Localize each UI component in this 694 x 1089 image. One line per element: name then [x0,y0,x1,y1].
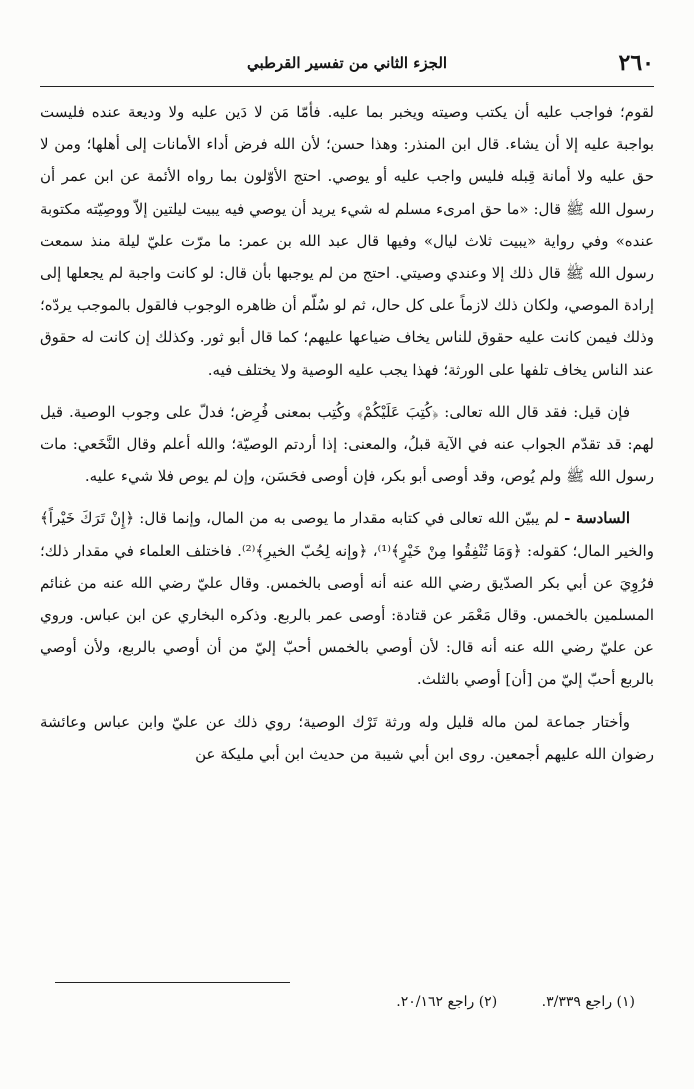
page-number: ٢٦٠ [618,50,654,76]
footnote-rule [55,982,290,983]
paragraph-2: فإن قيل: فقد قال الله تعالى: ﴿كُتِبَ عَلَيْكُمْ﴾ وكُتِب بمعنى فُرِض؛ فدلّ على وجوب الوصية. قيل لهم: قد تقدّم الجواب عنه في الآية قبلُ، والمعنى: إذا أردتم الوصيّة؛ والله أعلم وقال النَّخَعي: مات رسول الله ﷺ ولم يُوص، وقد أوصى أبو بكر، فإن أوصى فحَسَن، وإن لم يوص فلا شيء عليه. [40,402,654,486]
page-header [40,50,654,84]
paragraph-4: وأختار جماعة لمن ماله قليل وله ورثة تَرْك الوصية؛ روي ذلك عن عليّ وابن عباس وعائشة رضوان الله عليهم أجمعين. روى ابن أبي شيبة من حديث ابن أبي مليكة عن [40,712,654,763]
running-title: الجزء الثاني من تفسير القرطبي [246,54,448,72]
paragraph-1: لقوم؛ فواجب عليه أن يكتب وصيته ويخبر بما عليه. فأمّا مَن لا دَين عليه ولا وديعة عنده فليست بواجبة عليه إلا أن يشاء. قال ابن المنذر: وهذا حسن؛ لأن الله فرض أداء الأمانات إلى أهلها؛ ومن لا حق عليه ولا أمانة قِبله فليس واجب عليه أو يوصي. احتج الأوّلون بما رواه الأئمة عن ابن عمر أن رسول الله ﷺ قال: «ما حق امرىء مسلم له شيء يريد أن يوصي فيه يبيت ليلتين إلاّ ووصِيّته مكتوبة عنده» وفي رواية «يبيت ثلاث ليال» وفيها قال عبد الله بن عمر: ما مرّت عليّ ليلة منذ سمعت رسول الله ﷺ قال ذلك إلا وعندي وصيتي. احتج من لم يوجبها بأن قال: لو كانت واجبة لم يجعلها إلى إرادة الموصي، ولكان ذلك لازماً على كل حال، ثم لو سُلّم أن ظاهره الوجوب فالقول بالموجب يردّه؛ وذلك فيمن كانت عليه حقوق للناس يخاف ضياعها عليهم؛ كما قال أبو ثور. وكذلك إن كانت له حقوق عند الناس يخاف تلفها على الورثة؛ فهذا يجب عليه الوصية ولا يختلف فيه. [40,103,654,379]
footnote-2: (٢) راجع ٢٠/١٦٢. [396,994,498,1010]
footnote-1: (١) راجع ٣/٣٣٩. [541,994,635,1010]
header-rule [40,86,654,87]
body-text [40,96,654,780]
paragraph-3-text: لم يبيّن الله تعالى في كتابه مقدار ما يوصى به من المال، وإنما قال: ﴿إِنْ تَرَكَ خَيْراً﴾ والخير المال؛ كقوله: ﴿وَمَا تُنْفِقُوا مِنْ خَيْرٍ﴾⁽¹⁾، ﴿وإنه لِحُبّ الخيرِ﴾⁽²⁾. فاختلف العلماء في مقدار ذلك؛ فرُوِيَ عن أبي بكر الصدّيق رضي الله عنه أنه أوصى بالخمس. وقال عليّ رضي الله عنه من غنائم المسلمين بالخمس. وقال مَعْمَر عن قتادة: أوصى عمر بالربع. وذكره البخاري عن ابن عباس. وروي عن عليّ رضي الله عنه أنه قال: لأن أوصي بالخمس أحبّ إليّ من أن أوصي بالربع، ولأن أوصي بالربع أحبّ إليّ من [أن] أوصي بالثلث. [40,509,654,689]
section-heading-sixth: السادسة - [564,509,630,528]
paragraph-3 [40,502,654,695]
footnotes [55,994,635,1010]
